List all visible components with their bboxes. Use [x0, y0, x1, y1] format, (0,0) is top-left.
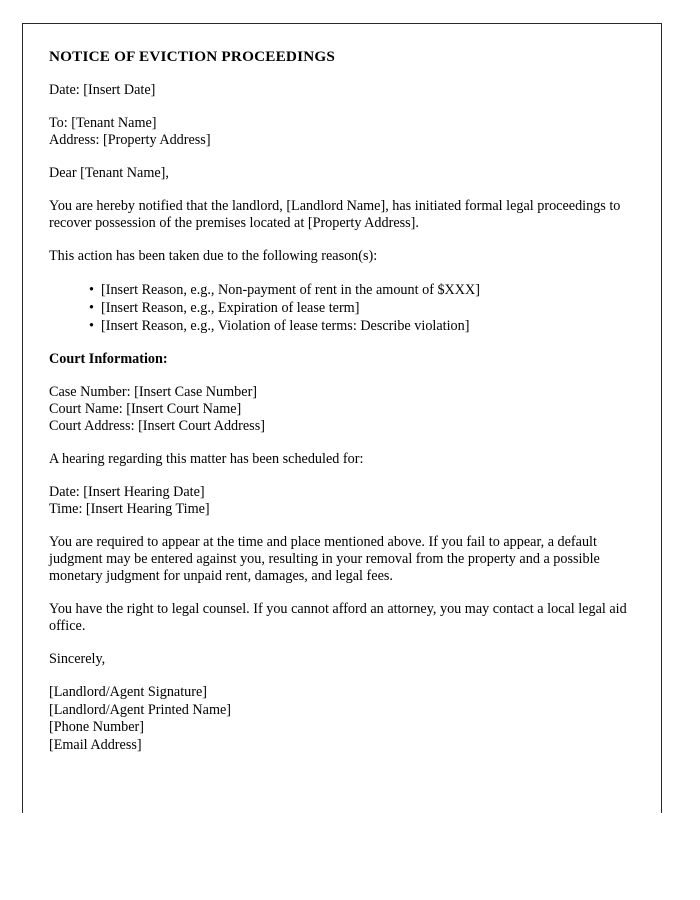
document-body — [49, 47, 627, 770]
printed-name-line: [Landlord/Agent Printed Name] — [49, 701, 232, 718]
case-number-line: Case Number: [Insert Case Number] — [49, 384, 258, 400]
email-address-line: [Email Address] — [49, 736, 142, 753]
court-information-heading: Court Information: — [49, 351, 168, 367]
signature-block — [49, 684, 627, 754]
appearance-paragraph: You are required to appear at the time and place mentioned above. If you fail to appear, a default judgment may be entered against you, resulting in your removal from the property and a possible monetary judgment for unpaid rent, damages, and legal fees. — [49, 534, 600, 584]
signature-placeholder-line: [Landlord/Agent Signature] — [49, 684, 207, 700]
list-item-label: [Insert Reason, e.g., Violation of lease terms: Describe violation] — [101, 318, 470, 334]
closing-salutation: Sincerely, — [49, 651, 106, 667]
date-line: Date: [Insert Date] — [49, 82, 156, 98]
hearing-details-block — [49, 484, 627, 518]
list-item-label: [Insert Reason, e.g., Expiration of lease term] — [101, 300, 360, 316]
hearing-time-line: Time: [Insert Hearing Time] — [49, 501, 210, 517]
recipient-address-line: Address: [Property Address] — [49, 132, 211, 148]
document-title: NOTICE OF EVICTION PROCEEDINGS — [49, 48, 336, 65]
list-item — [89, 317, 627, 335]
court-address-line: Court Address: [Insert Court Address] — [49, 418, 265, 434]
counsel-paragraph: You have the right to legal counsel. If you cannot afford an attorney, you may contact a local legal aid office. — [49, 601, 627, 634]
reasons-intro: This action has been taken due to the following reason(s): — [49, 248, 378, 264]
recipient-to-line: To: [Tenant Name] — [49, 115, 157, 131]
document-page-frame — [22, 23, 662, 813]
court-information-block — [49, 384, 627, 435]
bullet-icon: • — [89, 282, 94, 298]
recipient-block — [49, 115, 627, 149]
phone-number-line: [Phone Number] — [49, 719, 144, 735]
court-name-line: Court Name: [Insert Court Name] — [49, 401, 242, 417]
hearing-date-line: Date: [Insert Hearing Date] — [49, 484, 205, 500]
notification-paragraph: You are hereby notified that the landlord, [Landlord Name], has initiated formal legal proceedings to recover possession of the premises located at [Property Address]. — [49, 198, 621, 231]
bullet-icon: • — [89, 318, 94, 334]
list-item — [89, 299, 627, 317]
list-item-label: [Insert Reason, e.g., Non-payment of rent in the amount of $XXX] — [101, 282, 481, 298]
bullet-icon: • — [89, 300, 94, 316]
hearing-intro: A hearing regarding this matter has been scheduled for: — [49, 451, 364, 467]
list-item — [89, 281, 627, 299]
reason-list — [49, 281, 627, 335]
salutation: Dear [Tenant Name], — [49, 165, 169, 181]
